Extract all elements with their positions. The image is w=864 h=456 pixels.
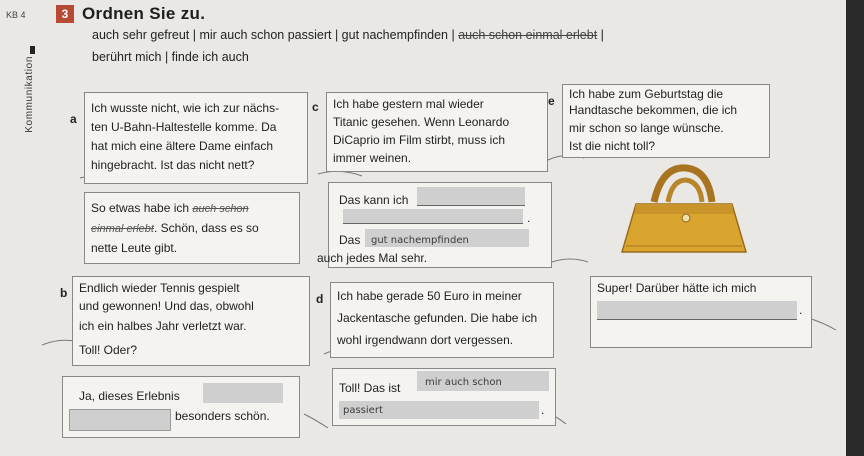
box-d-line-3: wohl irgendwann dort vergessen.	[337, 333, 514, 347]
box-b-line-2: und gewonnen! Und das, obwohl	[79, 299, 254, 313]
connector-b-reply	[304, 414, 328, 428]
label-d: d	[316, 292, 324, 306]
box-c-line-2: Titanic gesehen. Wenn Leonardo	[333, 115, 510, 129]
speech-box-e	[562, 84, 770, 158]
handbag-image	[612, 160, 752, 256]
reply-a-line-1	[91, 199, 249, 219]
reply-d-dot: .	[541, 403, 545, 417]
reply-b-end: besonders schön.	[175, 409, 270, 423]
page-edge	[846, 0, 864, 456]
box-e-line-3: mir schon so lange wünsche.	[569, 121, 724, 135]
reply-b-blank-1[interactable]	[203, 383, 283, 403]
box-d-line-2: Jackentasche gefunden. Die habe ich	[337, 311, 538, 325]
reply-d-fill-2: passiert	[343, 405, 383, 416]
reply-a-handwriting-2: einmal erlebt	[91, 223, 154, 235]
reply-c-blank-1[interactable]	[417, 187, 525, 205]
reply-c-pre: Das kann ich	[339, 193, 409, 207]
reply-f-line-1: Super! Darüber hätte ich mich	[597, 281, 757, 295]
reply-a-line-2	[91, 219, 259, 239]
exercise-title: Ordnen Sie zu.	[82, 4, 206, 23]
reply-b-pre: Ja, dieses Erlebnis	[79, 389, 180, 403]
box-c-line-1: Ich habe gestern mal wieder	[333, 97, 484, 111]
box-b-line-3: ich ein halbes Jahr verletzt war.	[79, 319, 247, 333]
reply-c-das: Das	[339, 233, 361, 247]
box-b-line-1: Endlich wieder Tennis gespielt	[79, 281, 240, 295]
chapter-code: KB 4	[6, 10, 26, 20]
reply-box-a	[84, 192, 300, 264]
box-e-line-2: Handtasche bekommen, die ich	[569, 103, 738, 117]
box-a-line-1: Ich wusste nicht, wie ich zur nächs-	[91, 101, 280, 115]
box-e-line-1: Ich habe zum Geburtstag die	[569, 87, 724, 101]
exercise-number: 3	[56, 5, 74, 23]
reply-box-c	[317, 182, 552, 268]
speech-box-b	[72, 276, 310, 366]
box-b-line-4: Toll! Oder?	[79, 343, 138, 357]
label-e: e	[548, 94, 555, 108]
reply-box-d	[332, 368, 556, 426]
reply-d-pre: Toll! Das ist	[339, 381, 401, 395]
box-e-line-4: Ist die nicht toll?	[569, 139, 656, 153]
reply-c-fill: gut nachempfinden	[371, 235, 469, 246]
label-c: c	[312, 100, 319, 114]
connector-c	[318, 171, 362, 176]
reply-a-handwriting-1: auch schon	[192, 203, 249, 215]
connector-e-reply	[552, 259, 588, 262]
reply-box-f	[590, 276, 812, 348]
box-a-line-4: hingebracht. Ist das nicht nett?	[91, 158, 255, 172]
reply-f-dot: .	[799, 303, 803, 317]
word-bank-text: auch sehr gefreut | mir auch schon passiert | gut nachempfinden |	[92, 28, 459, 42]
word-bank-line-2: berührt mich | finde ich auch	[92, 50, 249, 64]
word-bank-struck: auch schon einmal erlebt	[458, 28, 598, 42]
box-a-line-2: ten U-Bahn-Haltestelle komme. Da	[91, 120, 277, 134]
reply-a-end: nette Leute gibt.	[91, 241, 178, 255]
connector-f	[808, 318, 836, 330]
reply-f-blank-line	[597, 319, 797, 320]
speech-box-d	[330, 282, 554, 358]
speech-box-c	[326, 92, 548, 172]
box-d-line-1: Ich habe gerade 50 Euro in meiner	[337, 289, 522, 303]
reply-c-dot: .	[527, 211, 531, 225]
speech-box-a	[84, 92, 308, 184]
reply-a-post: . Schön, dass es so	[153, 221, 259, 235]
reply-c-end: auch jedes Mal sehr.	[317, 251, 428, 265]
reply-c-blank-1-line	[417, 205, 525, 206]
box-c-line-3: DiCaprio im Film stirbt, muss ich	[333, 133, 506, 147]
label-b: b	[60, 286, 68, 300]
word-bank-end: |	[597, 28, 604, 42]
box-c-line-4: immer weinen.	[333, 151, 412, 165]
reply-d-fill-1: mir auch schon	[425, 377, 502, 388]
label-a: a	[70, 112, 77, 126]
reply-c-blank-2[interactable]	[343, 209, 523, 223]
reply-b-blank-2[interactable]	[69, 409, 171, 431]
reply-f-blank[interactable]	[597, 301, 797, 319]
reply-box-b	[62, 376, 300, 438]
side-label: Kommunikation	[24, 56, 35, 133]
reply-c-blank-2-line	[343, 223, 523, 224]
reply-a-pre: So etwas habe ich	[91, 201, 190, 215]
box-a-line-3: hat mich eine ältere Dame einfach	[91, 139, 274, 153]
